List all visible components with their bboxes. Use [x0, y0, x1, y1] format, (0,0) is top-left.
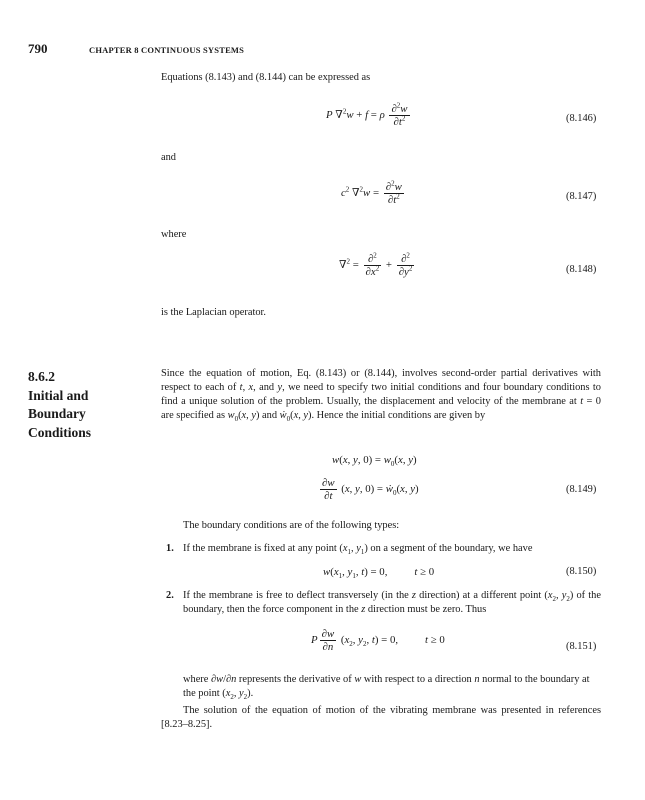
item-2-text: If the membrane is free to deflect transversely (in the z direction) at a different point ($x_2$, $y_2$) of the boundary, then the force component in the z direction must be zero. Thus — [183, 590, 601, 615]
equation-8-150: $w(x_1$, $y_1$, t) = 0, t ≥ 0 — [323, 566, 435, 581]
final-paragraph: The solution of the equation of motion of the vibrating membrane was presented in references [8.23–8.25]. — [161, 705, 601, 730]
chapter-heading: CHAPTER 8 CONTINUOUS SYSTEMS — [89, 45, 245, 55]
equation-8-148: ∇$^2$ = $\frac{\partial^2}{\partial x^2}$ + $\frac{\partial^2}{\partial y^2}$ — [339, 251, 413, 278]
equation-8-149-line-2: $\frac{\partial w}{\partial t}$ (x, y, 0) = ẇ$_0$(x, y) — [322, 477, 419, 502]
item-1-text: If the membrane is fixed at any point ($x_1$, $y_1$) on a segment of the boundary, we have — [183, 543, 533, 557]
equation-8-149-line-1: w(x, y, $0) = w_0(x$, y) — [332, 454, 417, 469]
and-text: and — [161, 152, 177, 163]
where-text: where — [161, 229, 187, 240]
bc-types-text: The boundary conditions are of the following types: — [183, 520, 400, 531]
equation-number-8-150: (8.150) — [566, 566, 597, 577]
equation-8-151: P $\frac{\partial w}{\partial n}$ ($x_2$, $y_2$, t) = 0, t ≥ 0 — [311, 628, 445, 653]
section-title-line-2: Boundary — [28, 406, 86, 421]
equation-number-8-147: (8.147) — [566, 191, 597, 202]
laplacian-text: is the Laplacian operator. — [161, 307, 267, 318]
section-title-line-1: Initial and — [28, 387, 89, 403]
section-title-line-3: Conditions — [28, 424, 92, 440]
derivative-explanation: where ∂w/∂n represents the derivative of w with respect to a direction n normal to the boundary at the point ($x_2$, $y_2$). — [183, 674, 590, 702]
section-number: 8.6.2 — [28, 369, 55, 384]
equation-8-147: $c^2$ ∇$^2$w = $\frac{\partial^2w}{\partial t^2}$ — [341, 179, 402, 206]
equation-number-8-151: (8.151) — [566, 641, 597, 652]
section-paragraph: Since the equation of motion, Eq. (8.143) or (8.144), involves second-order partial derivatives with respect to each of t, x, and y, we need to specify two initial conditions and four boundary conditions to find a unique solution of the problem. Usually, the displacement and velocity of the membrane at t = 0 are specified as $w_0(x$, y) and ẇ$_0$(x, y). Hence the initial conditions are given by — [161, 368, 602, 424]
intro-text: Equations (8.143) and (8.144) can be expressed as — [161, 72, 371, 83]
equation-number-8-148: (8.148) — [566, 264, 597, 275]
equation-number-8-146: (8.146) — [566, 113, 597, 124]
section-heading — [28, 368, 91, 442]
equation-8-146: P ∇$^2$w + f = ρ $\frac{\partial^2w}{\partial t^2}$ — [326, 101, 408, 128]
equation-number-8-149: (8.149) — [566, 484, 597, 495]
item-1-number: 1. — [166, 543, 174, 554]
page-number: 790 — [28, 41, 48, 56]
item-2-number: 2. — [166, 590, 174, 601]
